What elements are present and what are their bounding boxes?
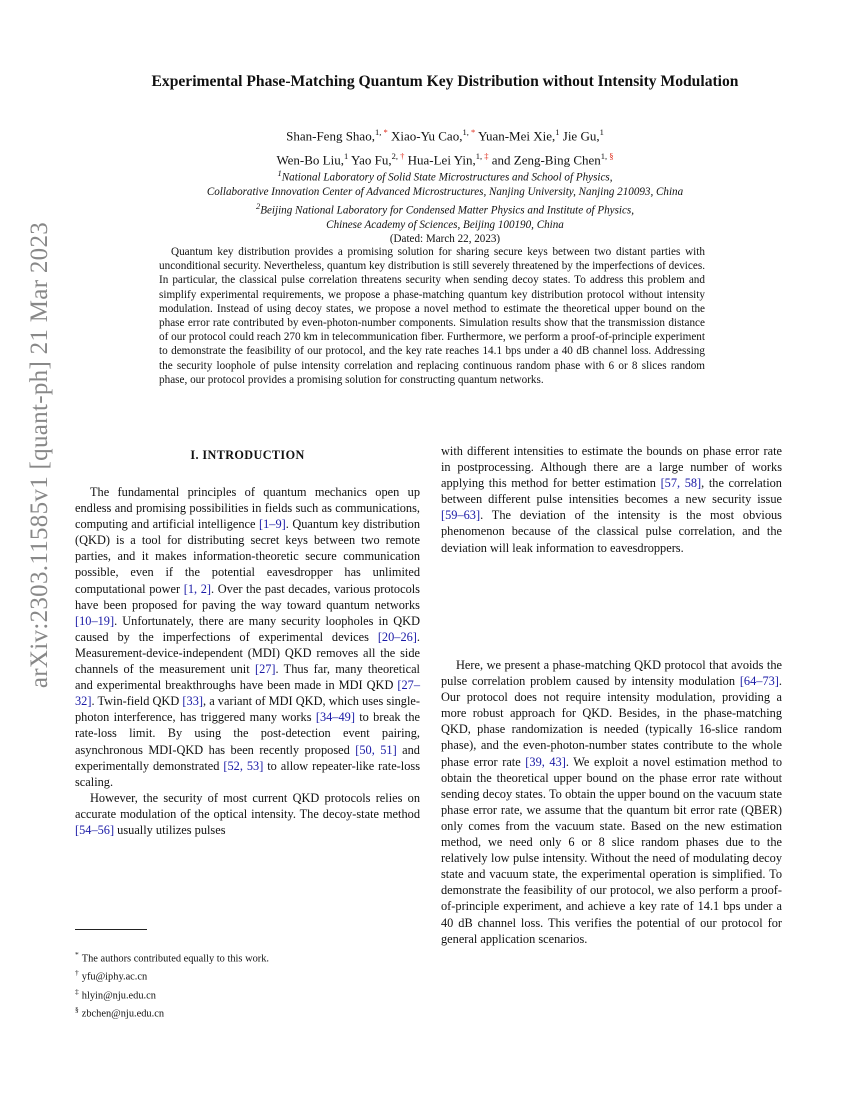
paragraph-text: . Quantum key distribution (QKD) is a tool for distributing secret keys between two remote parties, and it makes information-theoretic secure communication possible, even if the potential eavesdropper has unlimited computational power	[75, 517, 420, 596]
citation-link[interactable]: [33]	[182, 694, 203, 709]
paragraph-text: . Twin-field QKD	[91, 694, 183, 709]
citation-link[interactable]: [64–73]	[739, 674, 779, 689]
affiliations	[95, 166, 795, 246]
affiliation-superscript: 1	[555, 127, 560, 137]
affiliation-2	[95, 199, 795, 218]
citation-link[interactable]: [57, 58]	[660, 476, 702, 491]
footnote	[75, 1003, 420, 1021]
author-note-mark[interactable]: †	[400, 151, 405, 162]
author-name: Yao Fu,	[351, 152, 392, 168]
paragraph-text: . We exploit a novel estimation method to obtain the theoretical upper bound on the phase error rate without sending decoy states. To obtain the upper bound on the vacuum state phase error rate, we assume that the quantum bit error rate (QBER) only comes from the vacuum state. Based on the new estimation method, we need only 6 or 8 slice random phases due to the relatively low pulse intensity. Without the need of modulating decoy state and vacuum state, the experimental operation is simplified. To demonstrate the feasibility of our protocol, we also perform a proof-of-principle experiment, and achieve a key rate of 14.1 bps under a 40 dB channel loss. This verifies the potential of our protocol for general application scenarios.	[441, 754, 783, 946]
citation-link[interactable]: [59–63]	[441, 508, 481, 523]
arxiv-sidebar-stamp	[18, 221, 62, 689]
date-line: (Dated: March 22, 2023)	[389, 233, 501, 246]
citation-link[interactable]: [20–26]	[377, 629, 417, 644]
author-note-mark[interactable]: §	[609, 151, 614, 162]
affiliation-superscript: 1,	[374, 127, 384, 137]
citation-link[interactable]: [1, 2]	[183, 581, 212, 596]
footnote-mark: §	[75, 1005, 79, 1015]
section-heading: I. INTRODUCTION	[190, 448, 305, 462]
right-column-bottom	[441, 657, 782, 947]
author-note-mark[interactable]: *	[383, 127, 388, 137]
paragraph	[75, 790, 420, 838]
arxiv-identifier: arXiv:2303.11585v1 [quant-ph] 21 Mar 2023	[26, 221, 54, 689]
paragraph-text: . Over the past decades, various protocols have been proposed for paving the way toward quantum networks	[75, 581, 420, 612]
citation-link[interactable]: [54–56]	[75, 822, 115, 837]
author-note-mark[interactable]: *	[470, 127, 476, 137]
author-name: Xiao-Yu Cao,	[390, 128, 463, 144]
footnote-email: hlyin@nju.edu.cn	[81, 990, 156, 1002]
paragraph-text: . Measurement-device-independent (MDI) QKD removes all the side channels of the measurement unit	[75, 629, 420, 677]
paragraph-text: The fundamental principles of quantum mechanics open up endless and promising possibilities in fields such as communications, computing and artificial intelligence	[75, 485, 420, 532]
footnote	[75, 985, 420, 1003]
paragraph	[75, 484, 420, 790]
paragraph-text: Here, we present a phase-matching QKD protocol that avoids the pulse correlation problem caused by intensity modulation	[441, 658, 782, 689]
footnotes	[75, 948, 420, 1022]
author-name: and Zeng-Bing Chen	[491, 152, 601, 168]
paragraph-text: . The deviation of the intensity is the most obvious phenomenon because of the classical pulse correlation, and the deviation will leak information to eavesdroppers.	[441, 508, 782, 555]
footnote-email: yfu@iphy.ac.cn	[81, 971, 148, 983]
affiliation-superscript: 1	[599, 127, 604, 137]
paragraph-text: and experimentally demonstrated	[75, 742, 420, 773]
affiliation-superscript: 1,	[462, 127, 471, 137]
citation-link[interactable]: [34–49]	[315, 710, 355, 725]
affiliation-1	[95, 166, 795, 185]
footnote-mark: ‡	[75, 986, 79, 996]
citation-link[interactable]: [1–9]	[258, 517, 286, 532]
affiliation-superscript: 1,	[475, 151, 485, 162]
author-note-mark[interactable]: ‡	[484, 151, 489, 162]
footnote-rule	[75, 929, 147, 930]
author-name: Shan-Feng Shao,	[286, 128, 375, 144]
paragraph-text: to allow repeater-like rate-loss scaling.	[75, 758, 420, 789]
paragraph-text: usually utilizes pulses	[114, 822, 226, 837]
paragraph-text: . Unfortunately, there are many security loopholes in QKD caused by the imperfections of experimental devices	[75, 613, 420, 644]
author-line	[95, 122, 795, 146]
right-column-top	[441, 443, 782, 556]
paragraph-text: , a variant of MDI QKD, which uses single-photon interference, has triggered many works	[75, 694, 421, 725]
affiliation-2-continued: Chinese Academy of Sciences, Beijing 100190, China	[326, 218, 564, 231]
affiliation-text: National Laboratory of Solid State Microstructures and School of Physics,	[281, 171, 613, 184]
citation-link[interactable]: [50, 51]	[355, 742, 397, 757]
left-column	[75, 484, 420, 838]
citation-link[interactable]: [27]	[254, 662, 276, 677]
paragraph-text: to break the rate-loss limit. By using the post-detection event pairing, asynchronous MDI-QKD has been recently proposed	[75, 710, 420, 757]
footnote-mark: †	[75, 968, 79, 978]
paragraph-text: . Our protocol does not require intensity modulation, providing a more robust approach for QKD. Besides, in the phase-matching QKD, phase randomization is needed (typically 16-slice random phase), and the even-photon-number states contribute to the whole phase error rate	[441, 674, 782, 769]
citation-link[interactable]: [52, 53]	[223, 758, 264, 773]
affiliation-superscript: 2,	[391, 151, 401, 162]
abstract: Quantum key distribution provides a promising solution for sharing secure keys between two distant parties with unconditional security. Nevertheless, quantum key distribution is still severely threatened by the imperfections of devices. In particular, the classical pulse correlation threatens security when sending decoy states. To address this problem and simplify experimental requirements, we propose a phase-matching quantum key distribution protocol without intensity modulation. Instead of using decoy states, we propose a novel method to estimate the theoretical upper bound on the phase error rate contributed by even-photon-number components. Simulation results show that the transmission distance of our protocol could reach 270 km in telecommunication fiber. Furthermore, we perform a proof-of-principle experiment to demonstrate the feasibility of our protocol, and the key rate reaches 14.1 bps under a 40 dB channel loss. Addressing the security loophole of pulse intensity correlation and replacing continuous random phase with 6 or 8 slices random phase, our protocol provides a promising solution for constructing quantum networks.	[159, 246, 705, 386]
paper-title: Experimental Phase-Matching Quantum Key Distribution without Intensity Modulation	[151, 73, 739, 90]
footnote	[75, 948, 420, 966]
author-list	[95, 122, 795, 171]
citation-link[interactable]: [27–32]	[75, 678, 420, 709]
paragraph-text: . Thus far, many theoretical and experimental breakthroughs have been made in MDI QKD	[75, 662, 420, 693]
author-name: Wen-Bo Liu,	[276, 152, 344, 168]
affiliation-1-continued: Collaborative Innovation Center of Advanced Microstructures, Nanjing University, Nanjing 210093, China	[206, 185, 684, 198]
paragraph-text: with different intensities to estimate the bounds on phase error rate in postprocessing. Although there are a large number of works applying this method for better estimation	[441, 444, 782, 491]
citation-link[interactable]: [10–19]	[75, 613, 115, 628]
author-name: Jie Gu,	[562, 128, 600, 144]
footnote-email: zbchen@nju.edu.cn	[81, 1008, 165, 1020]
paragraph-text: , the correlation between different pulse intensities becomes a new security issue	[441, 476, 782, 507]
affiliation-superscript: 1	[344, 151, 349, 162]
footnote-mark: *	[75, 950, 79, 959]
affiliation-mark: 1	[277, 168, 282, 178]
paragraph	[441, 657, 782, 947]
footnote-text: The authors contributed equally to this work.	[81, 953, 270, 965]
affiliation-superscript: 1,	[600, 151, 610, 162]
footnote	[75, 966, 420, 984]
paragraph-text: However, the security of most current QKD protocols relies on accurate modulation of the optical intensity. The decoy-state method	[75, 790, 420, 821]
paragraph	[441, 443, 782, 556]
author-name: Hua-Lei Yin,	[407, 152, 476, 168]
citation-link[interactable]: [39, 43]	[525, 754, 566, 769]
author-name: Yuan-Mei Xie,	[478, 128, 556, 144]
affiliation-text: Beijing National Laboratory for Condensed Matter Physics and Institute of Physics,	[260, 204, 635, 217]
affiliation-mark: 2	[255, 201, 261, 212]
